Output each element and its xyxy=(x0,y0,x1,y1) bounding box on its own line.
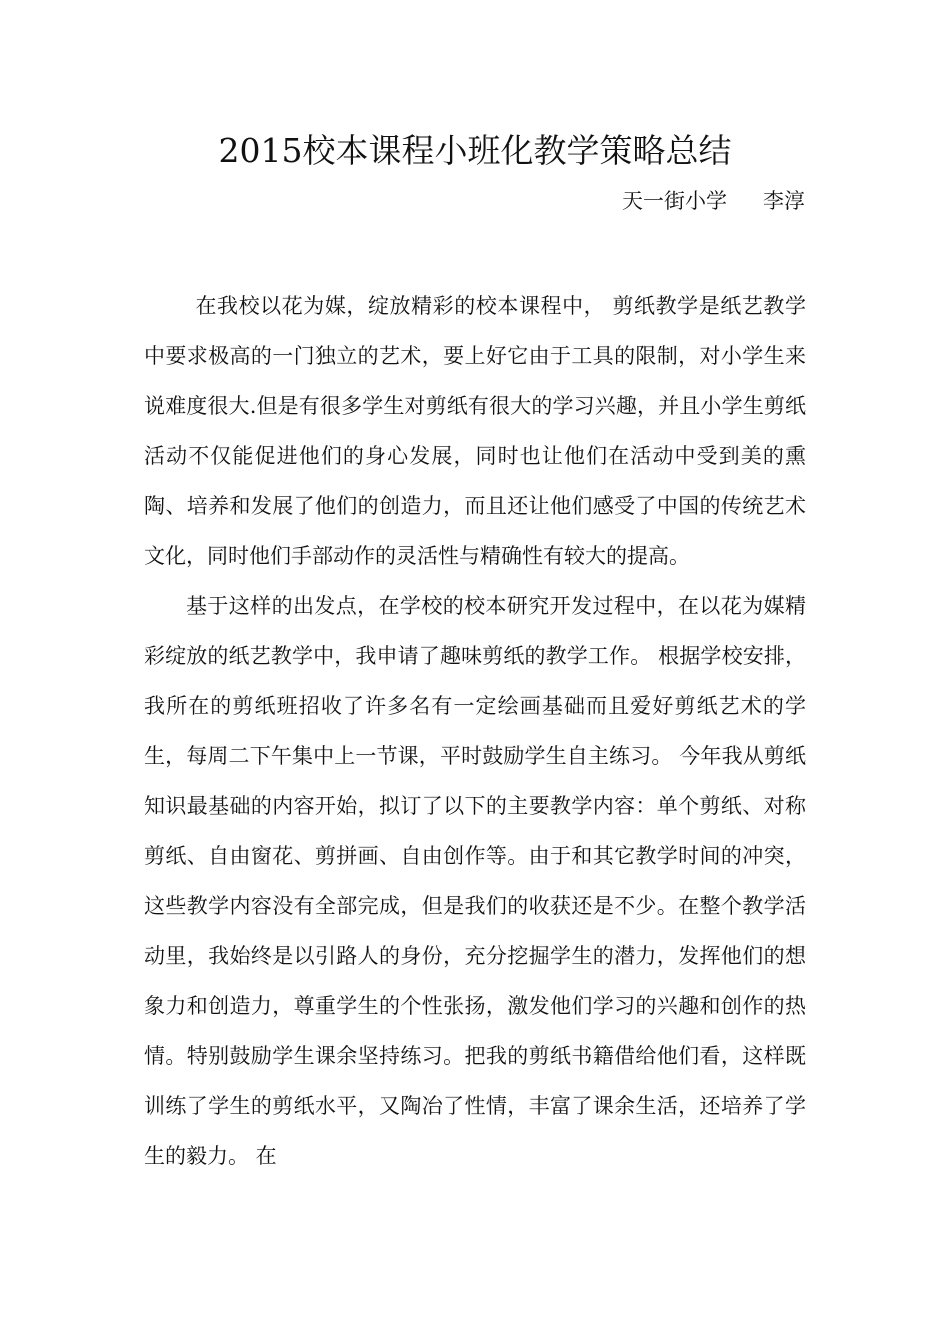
author-name: 李淳 xyxy=(763,189,805,213)
document-title: 2015校本课程小班化教学策略总结 xyxy=(218,131,732,170)
paragraph: 基于这样的出发点，在学校的校本研究开发过程中，在以花为媒精彩绽放的纸艺教学中，我申请了趣味剪纸的教学工作。 根据学校安排，我所在的剪纸班招收了许多名有一定绘画基础而且爱好剪纸艺术的学生，每周二下午集中上一节课，平时鼓励学生自主练习。 今年我从剪纸知识最基础的内容开始，拟订了以下的主要教学内容：单个剪纸、对称剪纸、自由窗花、剪拼画、自由创作等。由于和其它教学时间的冲突，这些教学内容没有全部完成，但是我们的收获还是不少。在整个教学活动里，我始终是以引路人的身份，充分挖掘学生的潜力，发挥他们的想象力和创造力，尊重学生的个性张扬，激发他们学习的兴趣和创作的热情。特别鼓励学生课余坚持练习。把我的剪纸书籍借给他们看，这样既训练了学生的剪纸水平，又陶冶了性情，丰富了课余生活，还培养了学生的毅力。 在 xyxy=(144,594,806,1168)
author-line xyxy=(622,186,805,216)
paragraph: 在我校以花为媒，绽放精彩的校本课程中， 剪纸教学是纸艺教学中要求极高的一门独立的艺术，要上好它由于工具的限制，对小学生来说难度很大.但是有很多学生对剪纸有很大的学习兴趣，并且小学生剪纸活动不仅能促进他们的身心发展，同时也让他们在活动中受到美的熏陶、培养和发展了他们的创造力，而且还让他们感受了中国的传统艺术文化，同时他们手部动作的灵活性与精确性有较大的提高。 xyxy=(144,294,806,568)
author-school: 天一街小学 xyxy=(622,189,727,213)
document-body xyxy=(144,281,806,1181)
